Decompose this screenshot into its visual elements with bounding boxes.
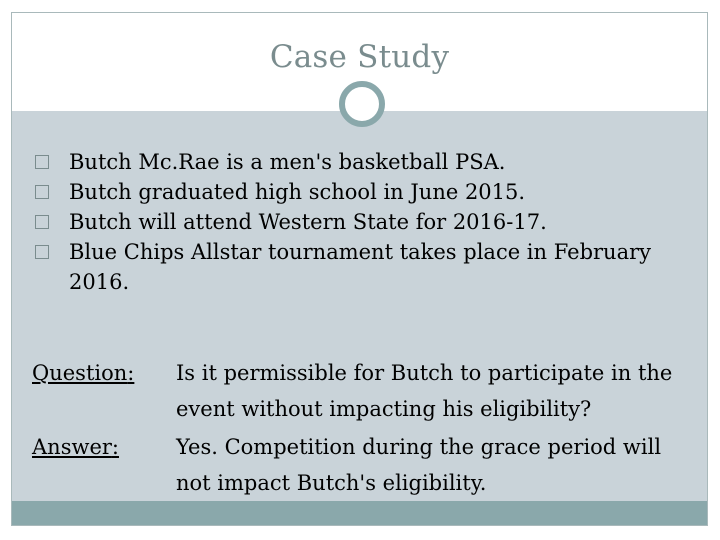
question-label: Question — [32, 361, 128, 385]
bullet-text: Butch graduated high school in June 2015. — [69, 180, 526, 204]
bullet-item — [12, 177, 692, 207]
question-text: Is it permissible for Butch to participate in the event without impacting his eligibility? — [176, 361, 673, 421]
bullet-item — [12, 207, 692, 237]
question-label-wrap — [32, 355, 134, 391]
square-outline-icon — [35, 155, 49, 169]
answer-label: Answer — [32, 435, 112, 459]
slide — [11, 12, 708, 526]
bullet-text: Butch Mc.Rae is a men's basketball PSA. — [69, 150, 506, 174]
bullet-list — [12, 147, 692, 297]
answer-text: Yes. Competition during the grace period will not impact Butch's eligibility. — [176, 435, 662, 495]
bullet-item — [12, 237, 692, 297]
square-outline-icon — [35, 245, 49, 259]
answer-label-wrap — [32, 429, 119, 465]
answer-colon: : — [111, 435, 119, 459]
slide-title: Case Study — [269, 39, 450, 75]
square-outline-icon — [35, 185, 49, 199]
content-area — [12, 111, 707, 503]
bullet-text: Blue Chips Allstar tournament takes place in February 2016. — [69, 240, 652, 294]
bullet-item — [12, 147, 692, 177]
circle-ornament-icon — [339, 81, 385, 127]
question-colon: : — [127, 361, 135, 385]
square-outline-icon — [35, 215, 49, 229]
bullet-text: Butch will attend Western State for 2016-17. — [69, 210, 547, 234]
footer-bar — [12, 501, 707, 525]
